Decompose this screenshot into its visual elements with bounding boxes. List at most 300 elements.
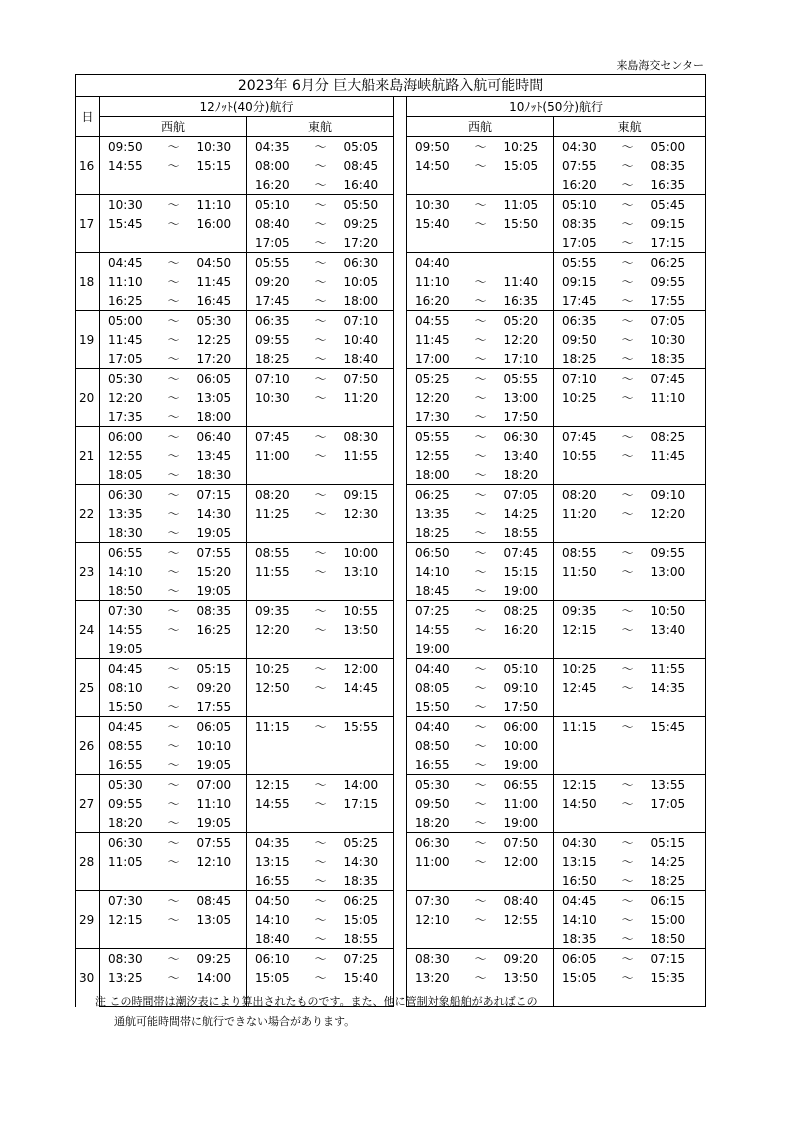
tilde-separator: ～ [167,409,180,424]
east-10-start-time: 04:45 [554,891,607,911]
tilde-separator: ～ [474,448,487,463]
tilde-separator: ～ [621,274,634,289]
tilde-separator: ～ [314,293,327,308]
west-12-start-time: 11:10 [100,272,153,291]
west-12-start-time: 18:30 [100,523,153,543]
tilde-separator: ～ [153,195,195,215]
tilde-separator: ～ [474,564,487,579]
tilde-separator: ～ [460,775,502,795]
west-10-start-time: 15:50 [407,697,460,717]
east-10-end-time [649,407,706,427]
west-12-end-time: 06:40 [195,427,247,447]
schedule-row [76,175,706,195]
east-12-start-time: 13:15 [247,852,300,871]
east-10-end-time: 17:05 [649,794,706,813]
west-12-start-time: 11:05 [100,852,153,871]
column-gap [394,852,407,871]
east-10-start-time [554,697,607,717]
tilde-separator: ～ [607,543,649,563]
west-12-end-time: 11:45 [195,272,247,291]
east-12-end-time: 10:05 [342,272,394,291]
tilde-separator [300,639,342,659]
east-12-start-time: 08:20 [247,485,300,505]
west-10-end-time: 17:10 [502,349,554,369]
tilde-separator: ～ [167,564,180,579]
east-12-start-time: 12:50 [247,678,300,697]
west-12-end-time: 07:15 [195,485,247,505]
east-12-end-time: 10:40 [342,330,394,349]
tilde-separator: ～ [153,601,195,621]
tilde-separator: ～ [300,717,342,737]
east-10-start-time: 12:15 [554,620,607,639]
east-12-start-time: 11:15 [247,717,300,737]
west-12-start-time: 17:05 [100,349,153,369]
west-12-end-time [195,639,247,659]
tilde-separator: ～ [607,717,649,737]
column-gap [394,156,407,175]
east-12-start-time: 12:15 [247,775,300,795]
east-12-end-time: 12:00 [342,659,394,679]
west-12-start-time: 16:55 [100,755,153,775]
tilde-separator: ～ [314,873,327,888]
schedule-row [76,369,706,389]
schedule-row [76,755,706,775]
tilde-separator: ～ [474,525,487,540]
schedule-row [76,678,706,697]
west-10-end-time: 09:10 [502,678,554,697]
west-12-end-time: 11:10 [195,195,247,215]
west-12-start-time: 12:15 [100,910,153,929]
west-10-start-time: 11:10 [407,272,460,291]
west-12-end-time: 04:50 [195,253,247,273]
tilde-separator: ～ [167,390,180,405]
column-gap [394,427,407,447]
west-10-end-time: 06:55 [502,775,554,795]
tilde-separator: ～ [474,293,487,308]
tilde-separator: ～ [314,970,327,985]
east-10-start-time [554,987,607,1007]
schedule-row [76,195,706,215]
tilde-separator: ～ [621,332,634,347]
tilde-separator [153,175,195,195]
east-10-end-time: 09:10 [649,485,706,505]
west-12-start-time [100,175,153,195]
tilde-separator: ～ [314,332,327,347]
day-header: 日 [76,97,100,137]
west-10-end-time: 19:00 [502,813,554,833]
west-12-end-time: 17:55 [195,697,247,717]
east-10-start-time: 06:35 [554,311,607,331]
tilde-separator: ～ [314,235,327,250]
tilde-separator [153,929,195,949]
west-10-start-time: 08:05 [407,678,460,697]
column-gap [394,697,407,717]
tilde-separator: ～ [167,274,180,289]
east-12-end-time: 07:25 [342,949,394,969]
west-10-start-time: 06:25 [407,485,460,505]
east-12-end-time: 11:20 [342,388,394,407]
schedule-row [76,871,706,891]
tilde-separator [300,581,342,601]
west-10-end-time: 16:35 [502,291,554,311]
east-12-start-time: 16:55 [247,871,300,891]
schedule-row [76,349,706,369]
west-10-start-time: 18:00 [407,465,460,485]
west-12-end-time: 18:00 [195,407,247,427]
tilde-separator: ～ [153,833,195,853]
tilde-separator: ～ [621,564,634,579]
east-12-end-time [342,581,394,601]
tilde-separator: ～ [167,351,180,366]
tilde-separator [607,465,649,485]
west-10-start-time: 13:20 [407,968,460,987]
tilde-separator: ～ [153,137,195,157]
east-10-start-time: 15:05 [554,968,607,987]
tilde-separator [300,813,342,833]
tilde-separator: ～ [621,235,634,250]
east-10-end-time: 15:35 [649,968,706,987]
west-12-end-time [195,871,247,891]
east-10-start-time [554,523,607,543]
column-gap [394,253,407,273]
tilde-separator: ～ [607,891,649,911]
east-12-end-time [342,523,394,543]
east-12-start-time: 04:35 [247,137,300,157]
east-10-start-time [554,465,607,485]
west-12-start-time [100,233,153,253]
column-gap [394,891,407,911]
schedule-row [76,253,706,273]
tilde-separator: ～ [300,485,342,505]
schedule-row [76,910,706,929]
tilde-separator: ～ [314,390,327,405]
east-10-start-time [554,736,607,755]
east-12-start-time [247,407,300,427]
east-12-end-time: 11:55 [342,446,394,465]
east-12-start-time: 17:45 [247,291,300,311]
tilde-separator [153,871,195,891]
tilde-separator: ～ [607,195,649,215]
west-10-end-time: 11:00 [502,794,554,813]
west-10-end-time [502,639,554,659]
column-gap [394,871,407,891]
tilde-separator: ～ [460,659,502,679]
west-10-end-time: 05:20 [502,311,554,331]
west-10-start-time: 04:55 [407,311,460,331]
east-12-start-time: 16:20 [247,175,300,195]
group-10knot-header: 10ﾉｯﾄ(50分)航行 [407,97,706,117]
schedule-row [76,543,706,563]
tilde-separator: ～ [167,583,180,598]
column-gap [394,813,407,833]
east-10-start-time: 09:50 [554,330,607,349]
tilde-separator [460,253,502,273]
tilde-separator: ～ [314,854,327,869]
west-12-end-time: 05:15 [195,659,247,679]
east-10-start-time: 14:50 [554,794,607,813]
tilde-separator: ～ [300,659,342,679]
organization-label: 来島海交センター [616,59,704,72]
tilde-separator: ～ [474,583,487,598]
east-10-start-time: 04:30 [554,833,607,853]
west-10-start-time: 09:50 [407,137,460,157]
column-gap [394,775,407,795]
tilde-separator: ～ [460,601,502,621]
column-gap [394,214,407,233]
west-10-end-time: 13:40 [502,446,554,465]
east-12-end-time: 10:55 [342,601,394,621]
west-12-end-time: 10:30 [195,137,247,157]
tilde-separator: ～ [474,409,487,424]
tilde-separator: ～ [167,158,180,173]
tilde-separator: ～ [474,757,487,772]
west-12-start-time: 14:55 [100,620,153,639]
west-12-end-time: 10:10 [195,736,247,755]
east-12-end-time: 15:05 [342,910,394,929]
tilde-separator: ～ [153,659,195,679]
tilde-separator: ～ [607,775,649,795]
west-12-end-time: 08:35 [195,601,247,621]
schedule-row [76,485,706,505]
east-12-start-time: 15:05 [247,968,300,987]
east-10-end-time: 13:55 [649,775,706,795]
east-12-end-time [342,407,394,427]
column-gap [394,446,407,465]
tilde-separator: ～ [474,158,487,173]
east-10-end-time: 12:20 [649,504,706,523]
east-12-end-time: 14:30 [342,852,394,871]
west-12-end-time: 11:10 [195,794,247,813]
east-12-end-time [342,697,394,717]
west-12-start-time: 09:50 [100,137,153,157]
schedule-row [76,891,706,911]
east-10-end-time: 07:05 [649,311,706,331]
west-10-start-time: 09:50 [407,794,460,813]
east-12-start-time [247,697,300,717]
west-12-end-time: 13:45 [195,446,247,465]
west-12-end-time: 16:00 [195,214,247,233]
east-10-end-time: 08:35 [649,156,706,175]
tilde-separator: ～ [314,506,327,521]
column-gap [394,504,407,523]
east-10-end-time: 13:00 [649,562,706,581]
tilde-separator: ～ [621,390,634,405]
tilde-separator: ～ [167,525,180,540]
tilde-separator: ～ [314,216,327,231]
tilde-separator [300,697,342,717]
east-12-start-time: 17:05 [247,233,300,253]
tilde-separator: ～ [314,177,327,192]
east-12-end-time [342,755,394,775]
tilde-separator: ～ [607,137,649,157]
east-10-end-time: 10:30 [649,330,706,349]
tilde-separator: ～ [460,833,502,853]
west-12-start-time: 18:50 [100,581,153,601]
east-10-start-time: 05:55 [554,253,607,273]
west-10-end-time: 12:55 [502,910,554,929]
east-12-end-time: 18:40 [342,349,394,369]
west-10-end-time: 10:25 [502,137,554,157]
east-10-end-time: 16:35 [649,175,706,195]
west-10-end-time: 17:50 [502,697,554,717]
day-number: 29 [76,891,100,949]
east-12-end-time: 12:30 [342,504,394,523]
tilde-separator: ～ [621,216,634,231]
west-12-end-time: 07:00 [195,775,247,795]
schedule-row [76,852,706,871]
tilde-separator: ～ [621,158,634,173]
day-number: 23 [76,543,100,601]
schedule-row [76,562,706,581]
west-10-start-time: 12:10 [407,910,460,929]
west-10-end-time: 09:20 [502,949,554,969]
tilde-separator: ～ [167,796,180,811]
east-10-end-time [649,813,706,833]
east-12-end-time [342,639,394,659]
east-10-start-time: 11:20 [554,504,607,523]
tilde-separator: ～ [474,332,487,347]
schedule-row [76,272,706,291]
tilde-separator [460,639,502,659]
tilde-separator: ～ [153,717,195,737]
tilde-separator: ～ [607,485,649,505]
east-12-start-time: 06:35 [247,311,300,331]
tilde-separator: ～ [153,949,195,969]
tilde-separator: ～ [474,506,487,521]
east-12-start-time: 10:25 [247,659,300,679]
day-number: 21 [76,427,100,485]
tilde-separator: ～ [314,796,327,811]
west-10-end-time: 13:00 [502,388,554,407]
tilde-separator [607,736,649,755]
tilde-separator: ～ [474,854,487,869]
column-gap [394,388,407,407]
tilde-separator: ～ [460,311,502,331]
east-12-end-time: 13:10 [342,562,394,581]
footnote-line-2: 通航可能時間帯に航行できない場合があります。 [114,1015,356,1028]
east-12-start-time [247,755,300,775]
east-10-start-time: 09:35 [554,601,607,621]
east-10-end-time: 17:15 [649,233,706,253]
schedule-row [76,581,706,601]
column-gap [394,581,407,601]
west-10-start-time: 18:25 [407,523,460,543]
tilde-separator: ～ [300,369,342,389]
west-12-end-time [195,929,247,949]
east-10-start-time: 08:55 [554,543,607,563]
transit-schedule-table [75,74,706,1007]
west-12-end-time: 15:20 [195,562,247,581]
east-10-end-time [649,523,706,543]
east-10-end-time [649,755,706,775]
east-10-start-time: 10:55 [554,446,607,465]
west-12-start-time: 09:55 [100,794,153,813]
east-10-start-time [554,581,607,601]
west-10-end-time: 15:15 [502,562,554,581]
column-gap [394,195,407,215]
east-10-start-time [554,639,607,659]
tilde-separator: ～ [167,293,180,308]
east-10-end-time: 11:55 [649,659,706,679]
east-12-end-time: 17:20 [342,233,394,253]
east-12-start-time: 11:00 [247,446,300,465]
day-number: 20 [76,369,100,427]
east-10-end-time: 09:55 [649,272,706,291]
east-10-start-time: 16:50 [554,871,607,891]
schedule-row [76,794,706,813]
east-12-start-time: 18:40 [247,929,300,949]
east-12-end-time: 14:45 [342,678,394,697]
east-12-start-time: 09:20 [247,272,300,291]
tilde-separator [153,233,195,253]
east-10-end-time: 07:45 [649,369,706,389]
west-10-start-time [407,871,460,891]
day-number: 27 [76,775,100,833]
column-gap [394,620,407,639]
east-10-end-time: 05:45 [649,195,706,215]
east-12-end-time: 18:00 [342,291,394,311]
west-10-end-time: 08:40 [502,891,554,911]
column-gap [394,678,407,697]
schedule-row [76,775,706,795]
column-gap [394,330,407,349]
west-10-end-time: 14:25 [502,504,554,523]
tilde-separator: ～ [607,949,649,969]
west-10-end-time [502,871,554,891]
west-10-start-time: 17:30 [407,407,460,427]
tilde-separator: ～ [314,564,327,579]
east-12-end-time: 17:15 [342,794,394,813]
day-number: 19 [76,311,100,369]
tilde-separator: ～ [621,448,634,463]
east-10-start-time: 12:45 [554,678,607,697]
east-10-end-time: 18:35 [649,349,706,369]
schedule-row [76,717,706,737]
schedule-row [76,504,706,523]
west-10-start-time: 05:30 [407,775,460,795]
west-10-end-time: 18:55 [502,523,554,543]
west-12-start-time: 11:45 [100,330,153,349]
column-gap [394,929,407,949]
tilde-separator: ～ [167,332,180,347]
tilde-separator: ～ [167,970,180,985]
column-gap [394,736,407,755]
tilde-separator: ～ [167,622,180,637]
tilde-separator: ～ [474,912,487,927]
column-gap [394,485,407,505]
tilde-separator: ～ [460,195,502,215]
east-10-end-time: 08:25 [649,427,706,447]
east-10-end-time: 09:15 [649,214,706,233]
west-12-start-time: 07:30 [100,601,153,621]
tilde-separator: ～ [474,680,487,695]
east-10-start-time: 11:50 [554,562,607,581]
tilde-separator: ～ [167,738,180,753]
east-12-end-time: 18:35 [342,871,394,891]
east-12-end-time: 08:30 [342,427,394,447]
east-12-start-time: 04:50 [247,891,300,911]
east-12-end-time: 15:55 [342,717,394,737]
column-gap [394,233,407,253]
tilde-separator: ～ [167,506,180,521]
tilde-separator: ～ [607,659,649,679]
east-10-end-time [649,639,706,659]
west-12-start-time: 15:45 [100,214,153,233]
tilde-separator [607,523,649,543]
column-gap [394,949,407,969]
west-12-end-time: 19:05 [195,581,247,601]
tilde-separator: ～ [460,427,502,447]
